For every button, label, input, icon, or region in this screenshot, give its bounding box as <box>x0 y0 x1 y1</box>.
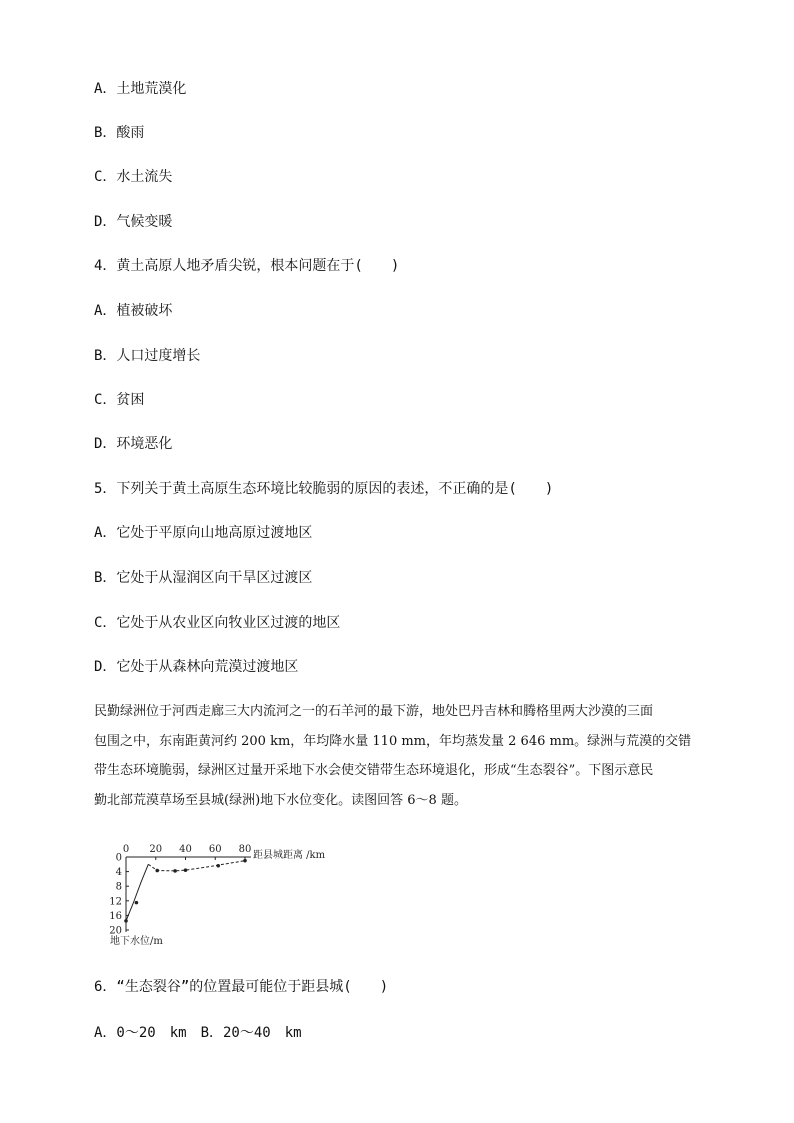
passage-line: 民勤绿洲位于河西走廊三大内流河之一的石羊河的最下游，地处巴丹吉林和腾格里两大沙漠的三面 <box>94 704 654 719</box>
option-4d: D．环境恶化 <box>94 436 173 452</box>
y-tick-label: 12 <box>109 896 122 908</box>
chart-markers <box>124 859 247 923</box>
y-tick-label: 4 <box>115 867 122 879</box>
series-line-dashed <box>148 861 245 871</box>
option-4b: B．人口过度增长 <box>94 348 201 364</box>
passage-line: 包围之中，东南距黄河约 200 km，年均降水量 110 mm，年均蒸发量 2 646 mm。绿洲与荒漠的交错 <box>94 733 692 749</box>
data-point <box>124 919 128 923</box>
groundwater-chart <box>106 836 376 948</box>
chart-axes <box>126 857 251 932</box>
question-6: 6．“生态裂谷”的位置最可能位于距县城( ) <box>94 979 389 995</box>
x-tick-label: 0 <box>122 844 130 855</box>
option-4c: C．贫困 <box>94 392 145 408</box>
data-point <box>243 859 247 863</box>
x-tick-label: 80 <box>238 844 252 855</box>
option-5b: B．它处于从湿润区向干旱区过渡区 <box>94 570 313 586</box>
passage-line: 带生态环境脆弱，绿洲区过量开采地下水会使交错带生态环境退化，形成“生态裂谷”。下图示意民 <box>94 763 654 778</box>
x-tick-label: 60 <box>208 844 222 855</box>
option-3a: A．土地荒漠化 <box>94 81 187 97</box>
y-tick-label: 20 <box>109 925 122 937</box>
option-5d: D．它处于从森林向荒漠过渡地区 <box>94 659 299 675</box>
option-5a: A．它处于平原向山地高原过渡地区 <box>94 525 313 541</box>
y-tick-label: 8 <box>115 881 122 893</box>
option-3b: B．酸雨 <box>94 125 145 141</box>
x-axis-label: 距县城距离 /km <box>253 850 326 861</box>
x-tick-label: 20 <box>149 844 163 855</box>
data-point <box>135 901 139 905</box>
option-5c: C．它处于从农业区向牧业区过渡的地区 <box>94 615 341 631</box>
option-3c: C．水土流失 <box>94 169 173 185</box>
y-tick-label: 16 <box>109 910 122 922</box>
reading-passage <box>94 697 706 815</box>
data-point <box>184 868 188 872</box>
question-4: 4．黄土高原人地矛盾尖锐，根本问题在于( ) <box>94 258 400 274</box>
option-3d: D．气候变暖 <box>94 214 173 230</box>
passage-line: 勤北部荒漠草场至县城(绿洲)地下水位变化。读图回答 6～8 题。 <box>94 792 467 808</box>
x-tick-label: 40 <box>179 844 192 855</box>
question-5: 5．下列关于黄土高原生态环境比较脆弱的原因的表述，不正确的是( ) <box>94 481 554 497</box>
series-line-solid <box>126 864 148 921</box>
options-6-ab: A．0～20 km B．20～40 km <box>94 1025 302 1041</box>
y-axis-label: 地下水位/m <box>110 936 163 947</box>
option-4a: A．植被破坏 <box>94 303 173 319</box>
y-tick-label: 0 <box>115 852 122 864</box>
data-point <box>173 869 177 873</box>
chart-ticks <box>109 844 251 937</box>
data-point <box>155 869 159 873</box>
data-point <box>216 864 220 868</box>
